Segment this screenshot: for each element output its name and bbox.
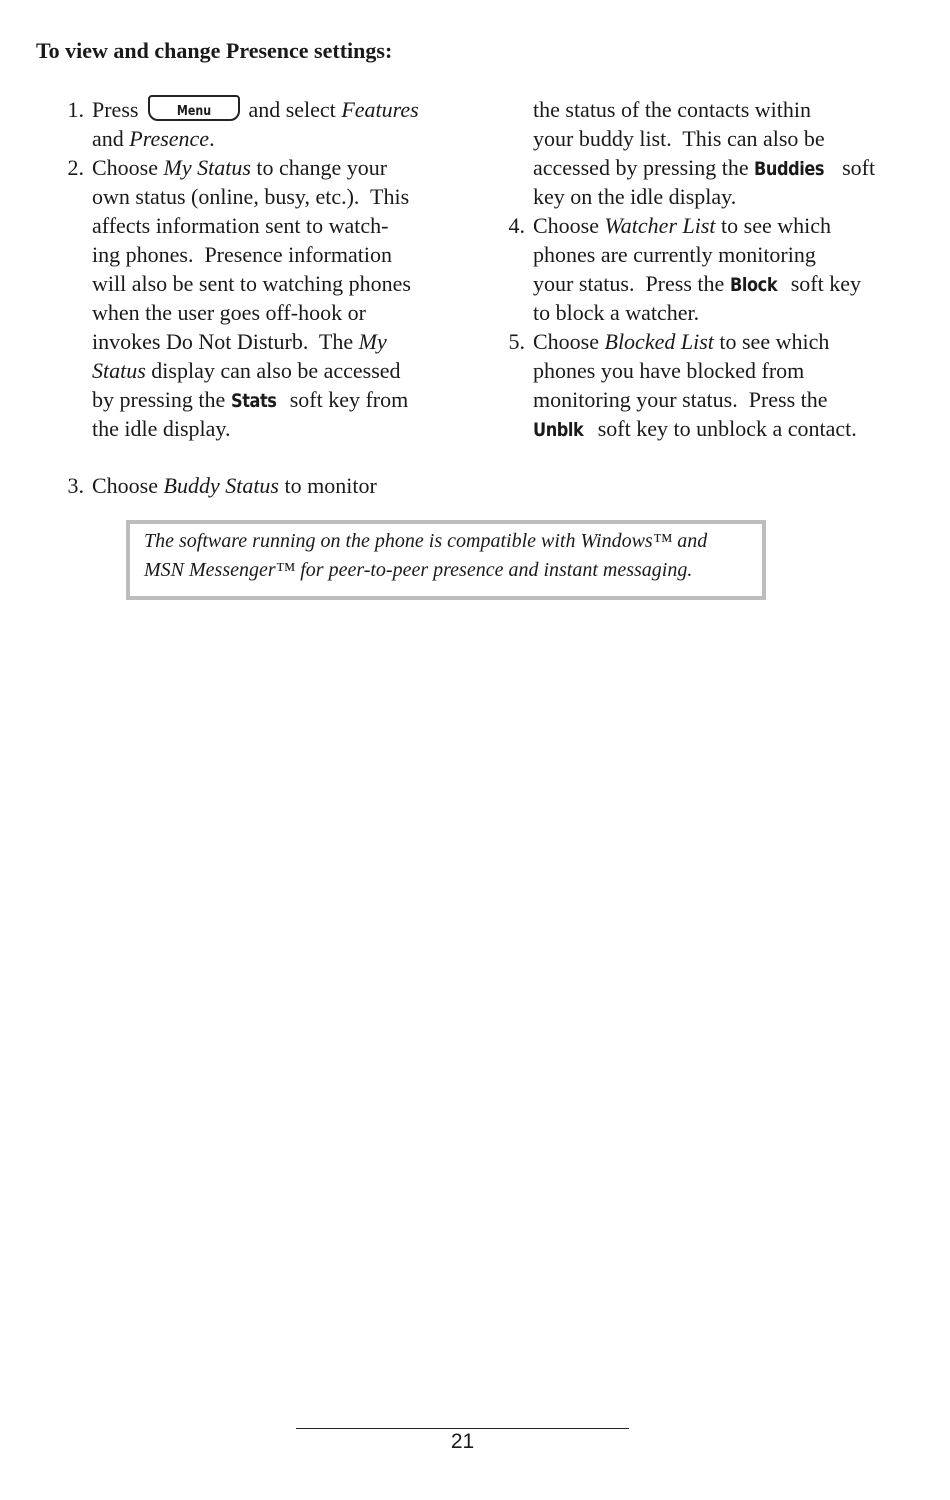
list-item-line — [92, 327, 387, 356]
text-run: to change your — [250, 155, 388, 180]
page-number: 21 — [450, 1430, 475, 1453]
list-item-number: 5. — [508, 329, 525, 354]
list-item-line — [533, 269, 861, 300]
text-run: your status. Press the — [533, 271, 730, 296]
text-run: Choose — [92, 155, 164, 180]
list-item-line — [92, 298, 366, 327]
note-box — [126, 520, 766, 600]
text-run: to block a watcher. — [533, 300, 700, 325]
list-item-line — [533, 356, 804, 385]
list-item-line — [92, 182, 409, 211]
text-run: Presence — [129, 126, 210, 151]
list-item-line — [92, 153, 387, 182]
text-run: soft key from — [284, 387, 409, 412]
text-run: soft key — [785, 271, 861, 296]
list-item-line — [92, 356, 401, 385]
text-run: to see which — [715, 213, 831, 238]
list-item-line — [533, 385, 828, 414]
list-item-line — [92, 124, 215, 153]
text-run: and — [92, 126, 130, 151]
list-item-number: 3. — [67, 473, 84, 498]
list-item-number: 2. — [67, 155, 84, 180]
note-line-2: MSN Messenger™ for peer-to-peer presence and instant messaging. — [144, 559, 693, 581]
text-run: Features — [341, 97, 419, 122]
text-run: Choose — [533, 329, 605, 354]
text-run: My Status — [163, 155, 251, 180]
list-item-line — [533, 327, 829, 356]
text-run: your buddy list. This can also be — [533, 126, 825, 151]
text-run: affects information sent to watch- — [92, 213, 389, 238]
text-run: invokes Do Not Disturb. The — [92, 329, 359, 354]
section-heading: To view and change Presence settings: — [36, 38, 393, 63]
text-run: ing phones. Presence information — [92, 242, 392, 267]
text-run: Blocked List — [604, 329, 714, 354]
list-item-line — [92, 95, 419, 124]
text-run: soft — [836, 155, 876, 180]
list-item-line — [533, 124, 825, 153]
text-run: phones are currently monitoring — [533, 242, 816, 267]
list-item-line — [92, 269, 411, 298]
list-item-line — [92, 240, 392, 269]
list-item-line — [92, 211, 389, 240]
list-item-line — [533, 414, 857, 445]
softkey-label: Block — [729, 274, 777, 296]
list-item-line — [533, 211, 831, 240]
softkey-label: Buddies — [754, 158, 825, 180]
list-item-line — [92, 471, 377, 500]
text-run: will also be sent to watching phones — [92, 271, 411, 296]
text-run: accessed by pressing the — [533, 155, 755, 180]
list-item-line — [533, 153, 875, 184]
list-item-line — [92, 385, 408, 416]
text-run: My — [358, 329, 387, 354]
list-item-line — [533, 240, 816, 269]
list-item-line — [533, 182, 736, 211]
text-run: monitoring your status. Press the — [533, 387, 828, 412]
note-line-1: The software running on the phone is compatible with Windows™ and — [144, 530, 708, 552]
text-run: key on the idle display. — [533, 184, 737, 209]
text-run: Choose — [533, 213, 605, 238]
footer-divider — [296, 1428, 629, 1429]
text-run: by pressing the — [92, 387, 231, 412]
text-run: Choose — [92, 473, 164, 498]
menu-key-label: Menu — [176, 104, 212, 119]
list-item-number: 4. — [508, 213, 525, 238]
text-run: Press — [92, 97, 144, 122]
text-run: the idle display. — [92, 416, 231, 441]
list-item-line — [533, 95, 811, 124]
list-item-line — [533, 298, 699, 327]
text-run: soft key to unblock a contact. — [592, 416, 857, 441]
text-run: Watcher List — [604, 213, 716, 238]
text-run: display can also be accessed — [145, 358, 401, 383]
text-run: and select — [242, 97, 342, 122]
text-run: Buddy Status — [163, 473, 279, 498]
text-run: . — [209, 126, 215, 151]
list-item-number: 1. — [67, 97, 84, 122]
menu-key-icon — [148, 95, 240, 121]
list-item-line — [92, 414, 231, 443]
text-run: when the user goes off-hook or — [92, 300, 366, 325]
text-run: the status of the contacts within — [533, 97, 811, 122]
softkey-label: Unblk — [533, 419, 584, 441]
text-run: own status (online, busy, etc.). This — [92, 184, 410, 209]
text-run: to monitor — [279, 473, 377, 498]
softkey-label: Stats — [230, 390, 277, 412]
text-run: to see which — [713, 329, 830, 354]
text-run: Status — [92, 358, 146, 383]
text-run: phones you have blocked from — [533, 358, 805, 383]
